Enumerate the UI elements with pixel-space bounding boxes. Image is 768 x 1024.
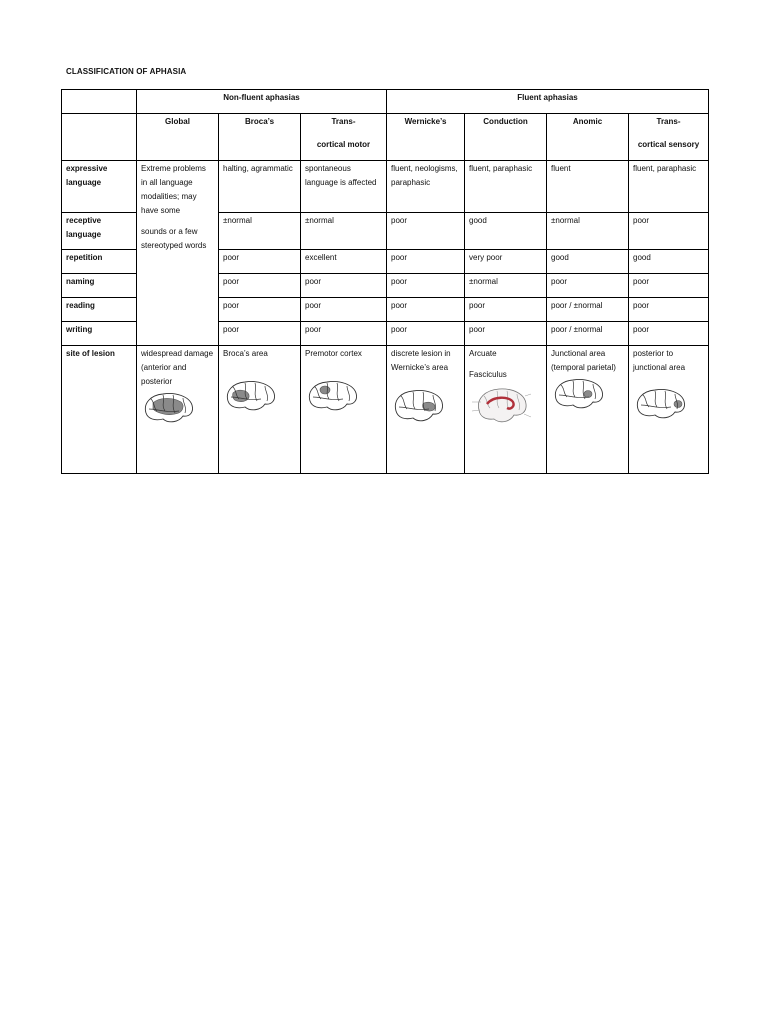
cell-naming-tcs: poor [629,274,709,298]
row-label-reading: reading [62,298,137,322]
cell-writing-anomic: poor / ±normal [547,322,629,346]
cell-writing-wernickes: poor [387,322,465,346]
col-tcm-line1: Trans- [331,117,356,126]
col-transcortical-sensory [629,114,709,161]
cell-naming-anomic: poor [547,274,629,298]
cell-writing-tcm: poor [301,322,387,346]
cell-reading-anomic: poor / ±normal [547,298,629,322]
row-label-receptive-line1: receptive [66,216,102,225]
row-label-receptive-line2: language [66,230,102,239]
cell-repetition-anomic: good [547,250,629,274]
cell-receptive-brocas: ±normal [219,213,301,250]
brain-diagram-brocas [223,379,277,413]
cell-expressive-anomic: fluent [547,161,629,213]
col-conduction: Conduction [465,114,547,161]
cell-expressive-brocas: halting, agrammatic [219,161,301,213]
brain-diagram-anomic [551,377,605,411]
cell-reading-conduction: poor [465,298,547,322]
col-brocas: Broca’s [219,114,301,161]
cell-repetition-tcs: good [629,250,709,274]
cell-lesion-tcm [301,346,387,474]
column-header-row [62,114,709,161]
col-wernickes: Wernicke’s [387,114,465,161]
cell-repetition-tcm: excellent [301,250,387,274]
cell-expressive-tcs: fluent, paraphasic [629,161,709,213]
lesion-tcm-text: Premotor cortex [305,349,362,358]
row-label-naming: naming [62,274,137,298]
row-label-expressive-line1: expressive [66,164,108,173]
lesion-brocas-text: Broca’s area [223,349,268,358]
row-label-expressive [62,161,137,213]
empty-header-cell [62,114,137,161]
cell-lesion-tcs [629,346,709,474]
cell-writing-conduction: poor [465,322,547,346]
row-label-writing: writing [62,322,137,346]
cell-expressive-conduction: fluent, paraphasic [465,161,547,213]
aphasia-table [61,89,709,474]
cell-writing-brocas: poor [219,322,301,346]
cell-receptive-tcs: poor [629,213,709,250]
cell-receptive-anomic: ±normal [547,213,629,250]
cell-lesion-wernickes [387,346,465,474]
empty-corner-cell [62,90,137,114]
lesion-anomic-text: Junctional area (temporal parietal) [551,349,616,372]
cell-expressive-tcm: spontaneous language is affected [301,161,387,213]
global-text-2: sounds or a few stereotyped words [141,227,207,250]
row-lesion [62,346,709,474]
col-global: Global [137,114,219,161]
brain-diagram-wernickes [391,387,445,425]
cell-repetition-conduction: very poor [465,250,547,274]
lesion-tcs-text: posterior to junctional area [633,349,686,372]
group-header-row [62,90,709,114]
cell-global-merged [137,161,219,346]
col-tcm-line2: cortical motor [316,140,371,149]
col-anomic: Anomic [547,114,629,161]
cell-lesion-brocas [219,346,301,474]
col-tcs-line1: Trans- [656,117,681,126]
group-nonfluent: Non-fluent aphasias [137,90,387,114]
col-transcortical-motor [301,114,387,161]
row-label-lesion: site of lesion [62,346,137,474]
cell-receptive-tcm: ±normal [301,213,387,250]
cell-lesion-conduction [465,346,547,474]
cell-writing-tcs: poor [629,322,709,346]
cell-reading-wernickes: poor [387,298,465,322]
cell-naming-tcm: poor [301,274,387,298]
cell-expressive-wernickes: fluent, neologisms, paraphasic [387,161,465,213]
row-label-receptive [62,213,137,250]
lesion-wernickes-text: discrete lesion in Wernicke’s area [391,349,451,372]
global-text-1: Extreme problems in all language modalities; may have some [141,164,206,215]
col-tcs-line2: cortical sensory [637,140,700,149]
brain-diagram-transcortical-motor [305,379,359,413]
cell-naming-conduction: ±normal [465,274,547,298]
cell-lesion-global [137,346,219,474]
cell-receptive-conduction: good [465,213,547,250]
cell-lesion-anomic [547,346,629,474]
cell-repetition-wernickes: poor [387,250,465,274]
brain-diagram-transcortical-sensory [633,387,687,421]
cell-reading-tcm: poor [301,298,387,322]
cell-naming-brocas: poor [219,274,301,298]
cell-reading-tcs: poor [629,298,709,322]
lesion-conduction-text-1: Arcuate [469,349,497,358]
brain-diagram-arcuate-fasciculus [469,384,533,428]
lesion-conduction-text-2: Fasciculus [469,370,507,379]
group-fluent: Fluent aphasias [387,90,709,114]
brain-diagram-global [141,391,195,425]
cell-reading-brocas: poor [219,298,301,322]
cell-receptive-wernickes: poor [387,213,465,250]
lesion-global-text: widespread damage (anterior and posterior [141,349,214,386]
row-expressive [62,161,709,213]
cell-naming-wernickes: poor [387,274,465,298]
cell-repetition-brocas: poor [219,250,301,274]
page-title: CLASSIFICATION OF APHASIA [66,67,187,76]
row-label-repetition: repetition [62,250,137,274]
row-label-expressive-line2: language [66,178,102,187]
